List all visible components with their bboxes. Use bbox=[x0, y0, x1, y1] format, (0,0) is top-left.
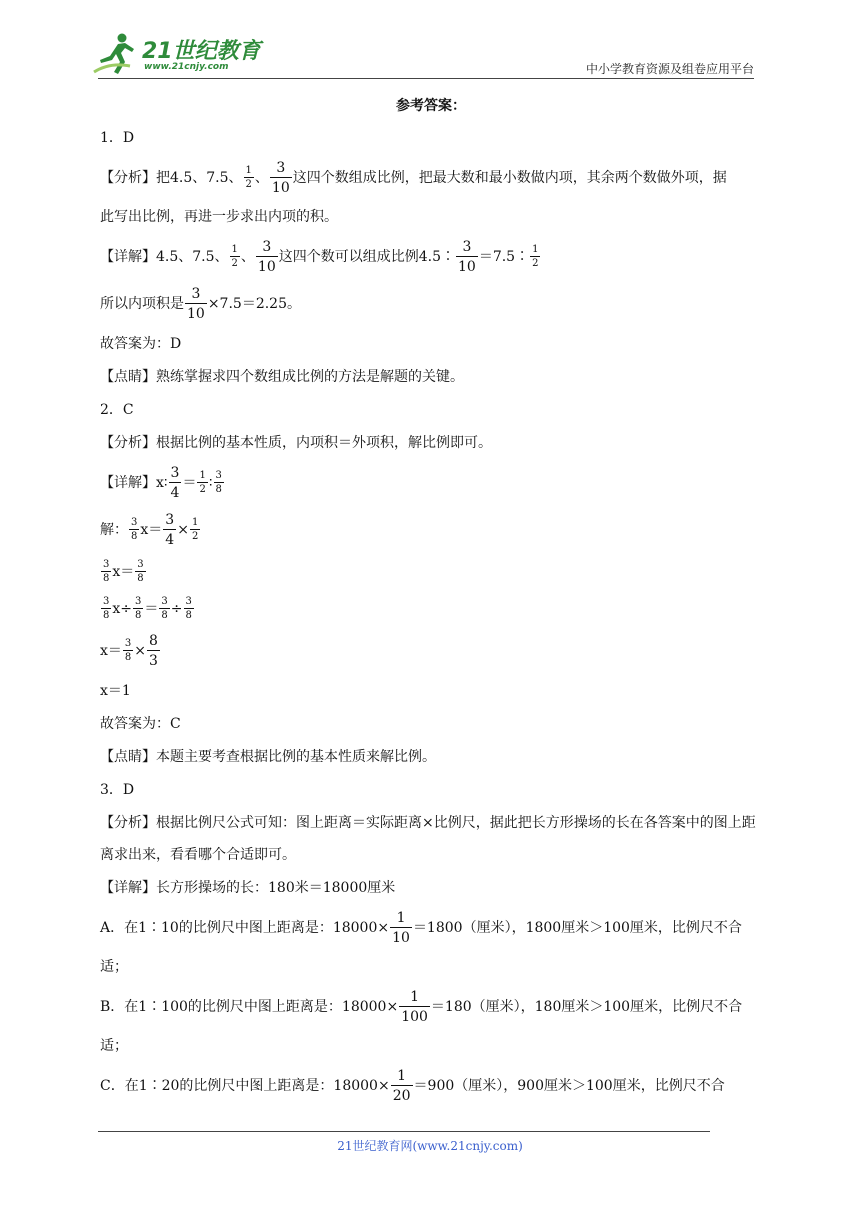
fraction-three-tenths: $\frac{3}{10}$ bbox=[458, 239, 476, 275]
fraction-three-eighths: $\frac{3}{8}$ bbox=[185, 596, 192, 621]
text-segment: 这四个数组成比例，把最大数和最小数做内项，其余两个数做外项，据 bbox=[292, 170, 727, 186]
q2-detail bbox=[100, 466, 762, 500]
text-segment: ＝ bbox=[144, 601, 159, 617]
logo-main-text: 21世纪教育 bbox=[142, 39, 261, 64]
header-platform-text: 中小学教育资源及组卷应用平台 bbox=[585, 62, 754, 76]
fraction-one-tenth: $\frac{1}{10}$ bbox=[392, 910, 410, 946]
text-segment: 【详解】x∶ bbox=[100, 475, 168, 491]
fraction-eight-thirds: $\frac{8}{3}$ bbox=[149, 633, 158, 669]
q2-analysis: 【分析】根据比例的基本性质，内项积＝外项积，解比例即可。 bbox=[100, 435, 492, 451]
page-header bbox=[0, 0, 860, 80]
q2-answer: 2．C bbox=[100, 402, 134, 418]
q3-option-b bbox=[100, 990, 762, 1056]
text-segment: C．在1∶20的比例尺中图上距离是：18000× bbox=[100, 1078, 390, 1094]
q1-product bbox=[100, 287, 762, 321]
fraction-three-tenths: $\frac{3}{10}$ bbox=[187, 286, 205, 322]
text-segment: 适； bbox=[100, 1038, 128, 1054]
text-segment: 、 bbox=[254, 170, 269, 186]
text-segment: x÷ bbox=[112, 601, 133, 617]
text-segment: B．在1∶100的比例尺中图上距离是：18000× bbox=[100, 999, 399, 1015]
text-segment: ＝1800（厘米），1800厘米＞100厘米，比例尺不合 bbox=[412, 920, 742, 936]
fraction-three-tenths: $\frac{3}{10}$ bbox=[271, 160, 290, 196]
q2-step5: x＝1 bbox=[100, 683, 131, 699]
page-title: 参考答案： bbox=[396, 98, 466, 114]
logo-url-text: www.21cnjy.com bbox=[144, 62, 229, 72]
fraction-three-eighths: $\frac{3}{8}$ bbox=[131, 517, 138, 542]
fraction-three-eighths: $\frac{3}{8}$ bbox=[124, 638, 132, 663]
text-segment: x＝ bbox=[140, 522, 163, 538]
q2-step2 bbox=[100, 560, 762, 584]
q3-detail: 【详解】长方形操场的长：180米＝18000厘米 bbox=[100, 880, 396, 896]
text-segment: ×7.5＝2.25。 bbox=[207, 296, 301, 312]
q2-step1 bbox=[100, 513, 762, 547]
fraction-three-eighths: $\frac{3}{8}$ bbox=[161, 596, 168, 621]
text-segment: × bbox=[134, 643, 147, 659]
q3-option-c bbox=[100, 1069, 762, 1103]
text-segment: 此写出比例，再进一步求出内项的积。 bbox=[100, 209, 338, 225]
running-person-logo-icon bbox=[92, 32, 140, 76]
q1-conclusion: 故答案为：D bbox=[100, 336, 182, 352]
q2-conclusion: 故答案为：C bbox=[100, 716, 181, 732]
q2-step3 bbox=[100, 597, 762, 621]
q3-answer: 3．D bbox=[100, 782, 135, 798]
text-segment: ＝7.5∶ bbox=[478, 249, 530, 265]
fraction-one-half: $\frac{1}{2}$ bbox=[191, 517, 199, 542]
fraction-one-half: $\frac{1}{2}$ bbox=[532, 244, 539, 269]
footer-link[interactable]: 21世纪教育网(www.21cnjy.com) bbox=[337, 1139, 523, 1153]
text-segment: A．在1∶10的比例尺中图上距离是：18000× bbox=[100, 920, 390, 936]
q2-step4 bbox=[100, 634, 762, 668]
text-segment: ＝ bbox=[182, 475, 197, 491]
text-segment: x＝ bbox=[100, 643, 122, 659]
text-segment: 【详解】4.5、7.5、 bbox=[100, 249, 229, 265]
text-segment: 所以内项积是 bbox=[100, 296, 184, 312]
text-segment: ÷ bbox=[170, 601, 183, 617]
fraction-three-eighths: $\frac{3}{8}$ bbox=[137, 559, 144, 584]
text-segment: 【分析】把4.5、7.5、 bbox=[100, 170, 243, 186]
text-segment: 适； bbox=[100, 959, 128, 975]
answer-content bbox=[100, 96, 762, 1116]
fraction-one-hundredth: $\frac{1}{100}$ bbox=[401, 989, 428, 1025]
fraction-three-eighths: $\frac{3}{8}$ bbox=[215, 470, 222, 495]
q3-analysis: 【分析】根据比例尺公式可知：图上距离＝实际距离×比例尺，据此把长方形操场的长在各答案中的图上距离求出来，看看哪个合适即可。 bbox=[100, 815, 756, 863]
fraction-three-tenths: $\frac{3}{10}$ bbox=[257, 239, 276, 275]
fraction-one-twentieth: $\frac{1}{20}$ bbox=[392, 1068, 411, 1104]
q3-option-a bbox=[100, 911, 762, 977]
footer-divider bbox=[98, 1131, 710, 1132]
fraction-three-quarters: $\frac{3}{4}$ bbox=[165, 512, 175, 548]
fraction-three-eighths: $\frac{3}{8}$ bbox=[103, 596, 110, 621]
fraction-one-half: $\frac{1}{2}$ bbox=[231, 244, 238, 269]
fraction-one-half: $\frac{1}{2}$ bbox=[199, 470, 206, 495]
text-segment: ＝900（厘米），900厘米＞100厘米，比例尺不合 bbox=[413, 1078, 725, 1094]
text-segment: × bbox=[177, 522, 189, 538]
fraction-one-half: $\frac{1}{2}$ bbox=[245, 165, 252, 190]
q1-remark: 【点睛】熟练掌握求四个数组成比例的方法是解题的关键。 bbox=[100, 369, 464, 385]
q1-detail bbox=[100, 240, 762, 274]
fraction-three-eighths: $\frac{3}{8}$ bbox=[135, 596, 142, 621]
text-segment: 、 bbox=[240, 249, 255, 265]
header-divider bbox=[98, 78, 754, 79]
text-segment: x＝ bbox=[112, 564, 135, 580]
q2-remark: 【点睛】本题主要考查根据比例的基本性质来解比例。 bbox=[100, 749, 436, 765]
text-segment: ∶ bbox=[208, 475, 213, 491]
q1-answer: 1．D bbox=[100, 130, 135, 146]
fraction-three-quarters: $\frac{3}{4}$ bbox=[170, 465, 180, 501]
text-segment: ＝180（厘米），180厘米＞100厘米，比例尺不合 bbox=[430, 999, 743, 1015]
fraction-three-eighths: $\frac{3}{8}$ bbox=[103, 559, 110, 584]
q1-analysis bbox=[100, 161, 762, 227]
text-segment: 解： bbox=[100, 522, 128, 538]
text-segment: 这四个数可以组成比例4.5∶ bbox=[278, 249, 455, 265]
site-logo[interactable] bbox=[92, 32, 262, 78]
